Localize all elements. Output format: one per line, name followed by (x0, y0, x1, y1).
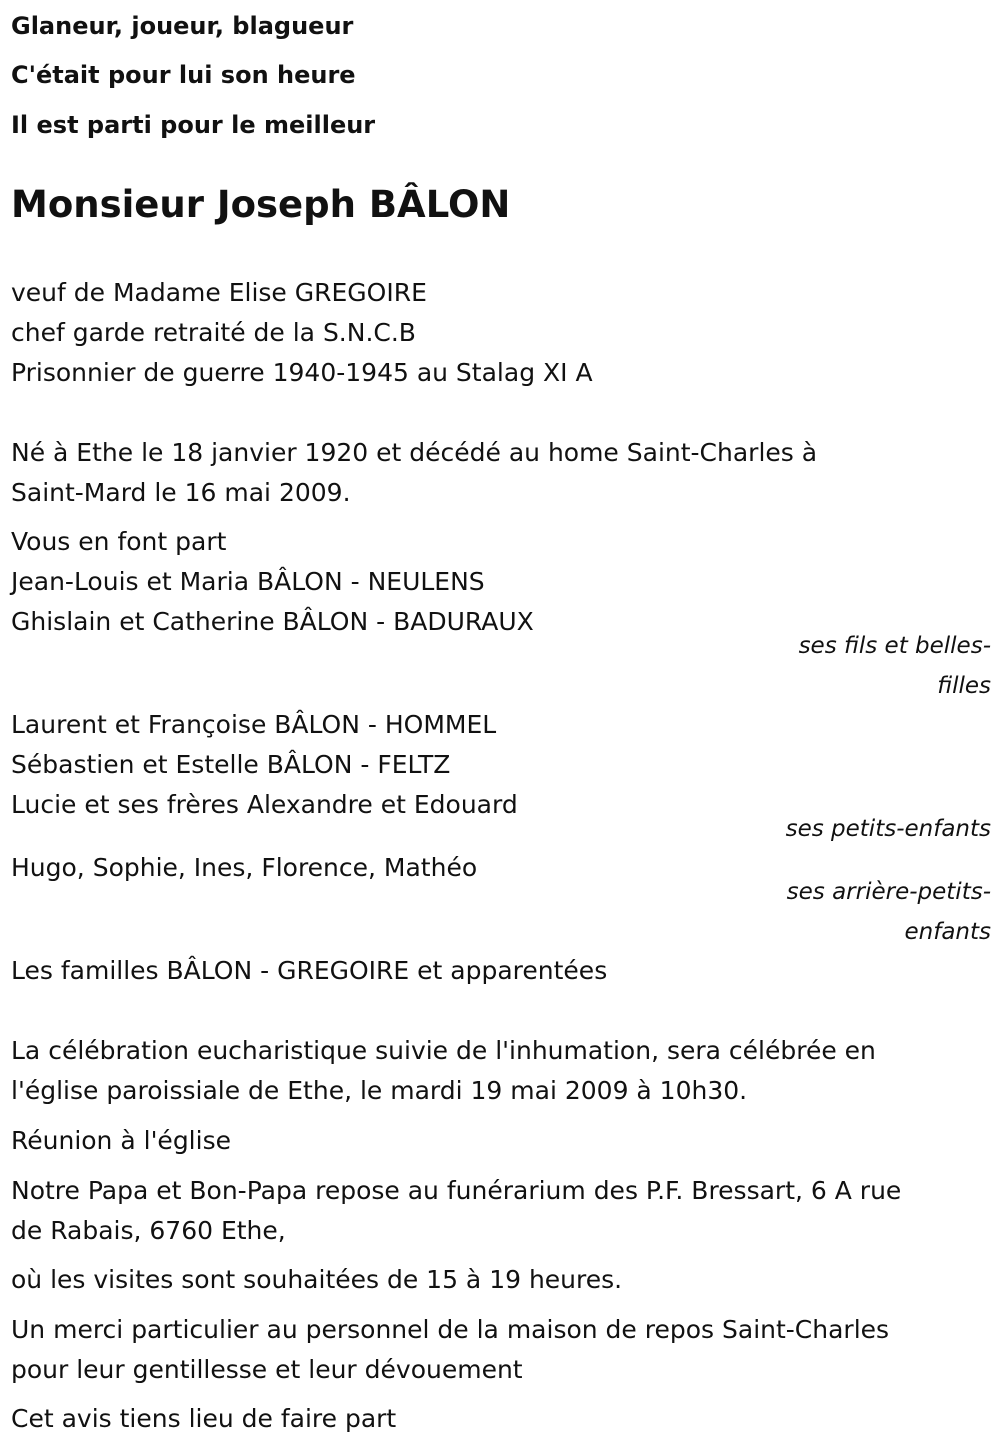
detail-line: Prisonnier de guerre 1940-1945 au Stalag XI A (11, 358, 593, 387)
birth-death-line: Saint-Mard le 16 mai 2009. (11, 478, 351, 507)
relation-label (731, 626, 991, 706)
relation-label: ses petits-enfants (785, 816, 991, 842)
family-member: Sébastien et Estelle BÂLON - FELTZ (11, 750, 451, 779)
families-line: Les familles BÂLON - GREGOIRE et apparentées (11, 956, 608, 985)
funeral-home-line: de Rabais, 6760 Ethe, (11, 1216, 286, 1245)
family-member: Lucie et ses frères Alexandre et Edouard (11, 790, 518, 819)
relation-line: filles (937, 673, 991, 699)
closing-line: Cet avis tiens lieu de faire part (11, 1404, 397, 1433)
poem-line: Glaneur, joueur, blagueur (11, 12, 354, 40)
announcers-intro: Vous en font part (11, 527, 227, 556)
ceremony-line: La célébration eucharistique suivie de l'inhumation, sera célébrée en (11, 1036, 876, 1065)
relation-line: ses arrière-petits- (786, 879, 991, 905)
deceased-name: Monsieur Joseph BÂLON (11, 183, 511, 226)
funeral-home-line: Notre Papa et Bon-Papa repose au funérarium des P.F. Bressart, 6 A rue (11, 1176, 902, 1205)
family-member: Hugo, Sophie, Ines, Florence, Mathéo (11, 853, 478, 882)
meeting-line: Réunion à l'église (11, 1126, 231, 1155)
relation-line: enfants (904, 919, 991, 945)
relation-line: ses fils et belles- (798, 633, 991, 659)
poem-line: C'était pour lui son heure (11, 61, 356, 89)
detail-line: veuf de Madame Elise GREGOIRE (11, 278, 427, 307)
ceremony-line: l'église paroissiale de Ethe, le mardi 19 mai 2009 à 10h30. (11, 1076, 748, 1105)
family-member: Ghislain et Catherine BÂLON - BADURAUX (11, 607, 534, 636)
birth-death-line: Né à Ethe le 18 janvier 1920 et décédé au home Saint-Charles à (11, 438, 818, 467)
relation-label (731, 872, 991, 952)
visits-line: où les visites sont souhaitées de 15 à 19 heures. (11, 1265, 623, 1294)
thanks-line: pour leur gentillesse et leur dévouement (11, 1355, 523, 1384)
family-member: Jean-Louis et Maria BÂLON - NEULENS (11, 567, 485, 596)
detail-line: chef garde retraité de la S.N.C.B (11, 318, 416, 347)
family-member: Laurent et Françoise BÂLON - HOMMEL (11, 710, 497, 739)
poem-line: Il est parti pour le meilleur (11, 111, 376, 139)
thanks-line: Un merci particulier au personnel de la maison de repos Saint-Charles (11, 1315, 890, 1344)
